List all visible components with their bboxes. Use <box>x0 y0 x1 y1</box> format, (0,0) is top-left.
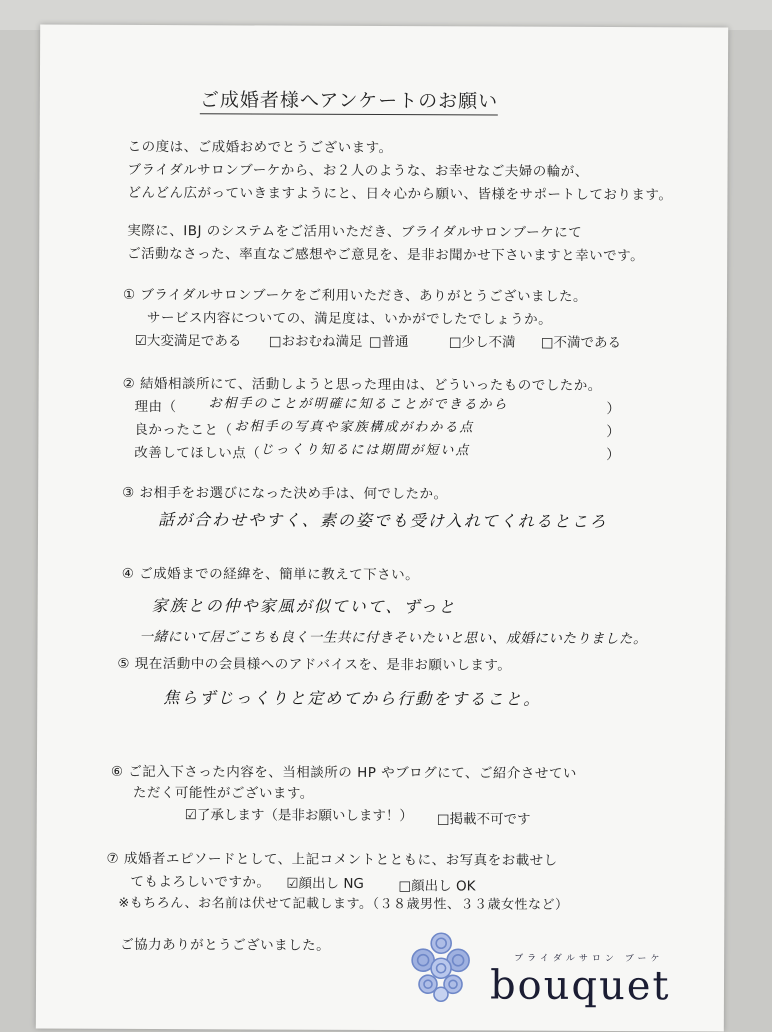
q7-question-sub: てもよろしいですか。 <box>130 873 271 891</box>
q1-option-dissatisfied[interactable]: □不満である <box>540 334 622 352</box>
q7-question: ⑦ 成婚者エピソードとして、上記コメントとともに、お写真をお載せし <box>106 850 558 869</box>
intro-line-2: ブライダルサロンブーケから、お２人のような、お幸せなご夫婦の輪が、 <box>127 161 589 180</box>
intro-line-3: どんどん広がっていきますようにと、日々心から願い、皆様をサポートしております。 <box>127 184 673 204</box>
q6-question: ⑥ ご記入下さった内容を、当相談所の HP やブログにて、ご紹介させてい <box>110 763 577 782</box>
q4-question: ④ ご成婚までの経緯を、簡単に教えて下さい。 <box>121 565 420 584</box>
q2-reason-close: ） <box>606 400 621 418</box>
q3-question: ③ お相手をお選びになった決め手は、何でしたか。 <box>122 484 448 503</box>
q2-good-label: 良かったこと（ <box>134 421 233 439</box>
q6-option-agree[interactable]: ☑了承します（是非お願いします！） <box>184 807 413 825</box>
q4-answer-line-2: 一緒にいて居ごこちも良く一生共に付きそいたいと思い、成婚にいたりました。 <box>139 628 648 648</box>
q2-reason-answer: お相手のことが明確に知ることができるから <box>208 396 509 413</box>
q1-question-sub: サービス内容についての、満足度は、いかがでしたでしょうか。 <box>146 309 553 328</box>
q5-answer: 焦らずじっくりと定めてから行動をすること。 <box>163 688 542 709</box>
q1-option-mostly-satisfied[interactable]: □おおむね満足 <box>268 333 363 350</box>
q1-option-very-satisfied[interactable]: ☑大変満足である <box>134 332 242 350</box>
q2-improve-close: ） <box>606 446 621 464</box>
q2-reason-label: 理由（ <box>134 398 177 416</box>
q1-option-slightly-dissatisfied[interactable]: □少し不満 <box>448 334 516 351</box>
survey-sheet <box>36 25 728 1032</box>
q1-option-normal[interactable]: □普通 <box>368 333 409 351</box>
q2-improve-answer: じっくり知るには期間が短い点 <box>260 442 471 459</box>
intro-line-5: ご活動なさった、率直なご感想やご意見を、是非お聞かせ下さいますと幸いです。 <box>127 245 645 265</box>
rose-bouquet-icon <box>408 930 474 1006</box>
q6-question-sub: ただく可能性がございます。 <box>132 784 314 802</box>
logo-wordmark: bouquet <box>489 962 671 1010</box>
q6-option-decline[interactable]: □掲載不可です <box>436 811 531 828</box>
intro-line-4: 実際に、IBJ のシステムをご活用いただき、ブライダルサロンブーケにて <box>127 222 583 241</box>
q7-option-face-ng[interactable]: ☑顔出し NG <box>286 875 364 892</box>
closing-message: ご協力ありがとうございました。 <box>120 936 331 954</box>
q7-note: ※もちろん、お名前は伏せて記載します。（３８歳男性、３３歳女性など） <box>118 895 569 913</box>
q2-question: ② 結婚相談所にて、活動しようと思った理由は、どういったものでしたか。 <box>122 375 602 394</box>
q3-answer: 話が合わせやすく、素の姿でも受け入れてくれるところ <box>157 510 608 531</box>
q2-improve-label: 改善してほしい点（ <box>134 444 261 462</box>
q2-good-close: ） <box>606 423 621 441</box>
q5-question: ⑤ 現在活動中の会員様へのアドバイスを、是非お願いします。 <box>117 655 512 674</box>
page-title: ご成婚者様へアンケートのお願い <box>200 85 498 115</box>
logo-subtitle: ブライダルサロン ブーケ <box>514 953 664 965</box>
intro-line-1: この度は、ご成婚おめでとうございます。 <box>127 138 393 157</box>
q1-question: ① ブライダルサロンブーケをご利用いただき、ありがとうございました。 <box>122 286 588 305</box>
q4-answer-line-1: 家族との仲や家風が似ていて、ずっと <box>151 595 457 617</box>
q7-option-face-ok[interactable]: □顔出し OK <box>398 878 476 895</box>
q2-good-answer: お相手の写真や家族構成がわかる点 <box>234 419 475 436</box>
